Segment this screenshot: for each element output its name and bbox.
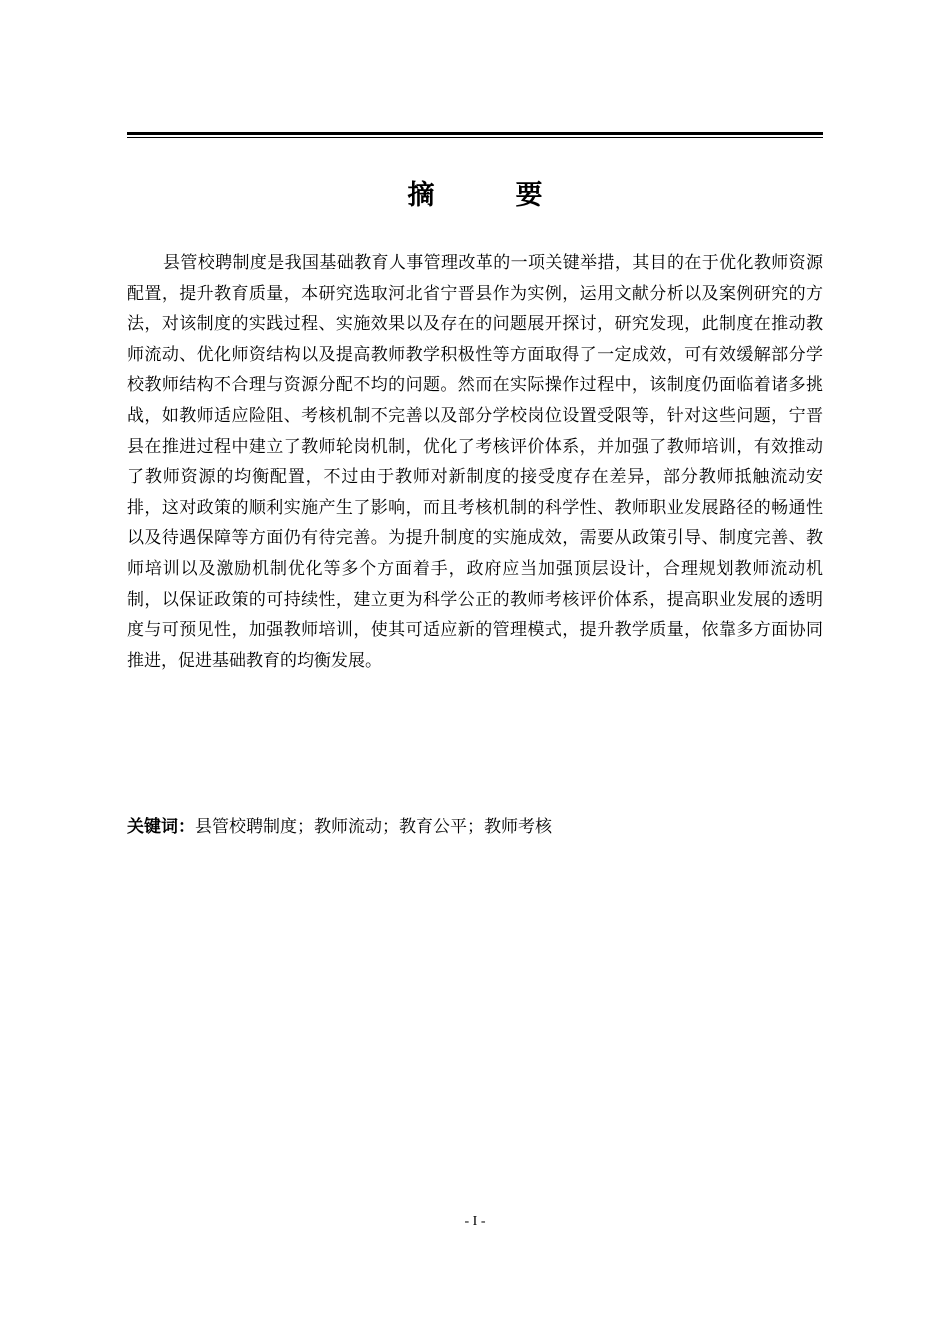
keywords-text: 县管校聘制度；教师流动；教育公平；教师考核 — [195, 817, 552, 837]
page-number: - I - — [464, 1214, 486, 1229]
keywords-label: 关键词： — [127, 817, 195, 837]
page-title: 摘 要 — [407, 180, 570, 211]
keywords-line — [127, 812, 823, 842]
header-rule — [127, 132, 823, 138]
abstract-body: 县管校聘制度是我国基础教育人事管理改革的一项关键举措，其目的在于优化教师资源配置，提升教育质量，本研究选取河北省宁晋县作为实例，运用文献分析以及案例研究的方法，对该制度的实践过程、实施效果以及存在的问题展开探讨，研究发现，此制度在推动教师流动、优化师资结构以及提高教师教学积极性等方面取得了一定成效，可有效缓解部分学校教师结构不合理与资源分配不均的问题。然而在实际操作过程中，该制度仍面临着诸多挑战，如教师适应险阻、考核机制不完善以及部分学校岗位设置受限等，针对这些问题，宁晋县在推进过程中建立了教师轮岗机制，优化了考核评价体系，并加强了教师培训，有效推动了教师资源的均衡配置，不过由于教师对新制度的接受度存在差异，部分教师抵触流动安排，这对政策的顺利实施产生了影响，而且考核机制的科学性、教师职业发展路径的畅通性以及待遇保障等方面仍有待完善。为提升制度的实施成效，需要从政策引导、制度完善、教师培训以及激励机制优化等多个方面着手，政府应当加强顶层设计，合理规划教师流动机制，以保证政策的可持续性，建立更为科学公正的教师考核评价体系，提高职业发展的透明度与可预见性，加强教师培训，使其可适应新的管理模式，提升教学质量，依靠多方面协同推进，促进基础教育的均衡发展。 — [127, 253, 823, 671]
